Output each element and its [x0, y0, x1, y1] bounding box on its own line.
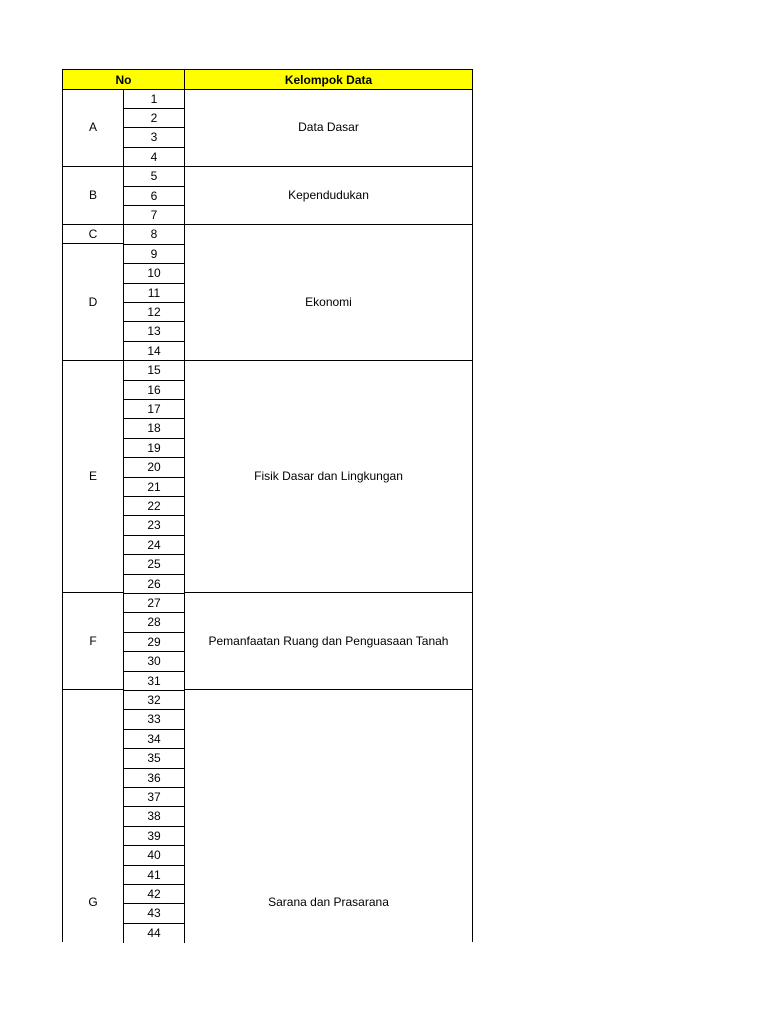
group-name: Pemanfaatan Ruang dan Penguasaan Tanah: [184, 593, 473, 690]
number-cell: 18: [123, 419, 185, 439]
number-cell: 30: [123, 652, 185, 672]
number-cell: 39: [123, 826, 185, 846]
number-cell: 8: [123, 225, 185, 245]
number-cell: 31: [123, 671, 185, 691]
number-cell: 11: [123, 283, 185, 303]
group-name: [184, 225, 473, 244]
number-cell: 38: [123, 807, 185, 827]
group-code: C: [62, 225, 124, 244]
number-cell: 3: [123, 128, 185, 148]
number-cell: 37: [123, 787, 185, 807]
number-cell: 28: [123, 613, 185, 633]
number-cell: 26: [123, 574, 185, 594]
number-cell: 7: [123, 205, 185, 225]
number-cell: 9: [123, 244, 185, 264]
number-cell: 25: [123, 555, 185, 575]
number-cell: 41: [123, 865, 185, 885]
number-cell: 23: [123, 516, 185, 536]
group-code: G: [62, 690, 124, 942]
number-cell: 24: [123, 535, 185, 555]
group-code: D: [62, 244, 124, 360]
group-code: F: [62, 593, 124, 690]
number-cell: 20: [123, 458, 185, 478]
group-name: Data Dasar: [184, 89, 473, 167]
group-name: Kependudukan: [184, 167, 473, 225]
group-name: Sarana dan Prasarana: [184, 690, 473, 942]
number-cell: 22: [123, 496, 185, 516]
group-code: B: [62, 167, 124, 225]
number-cell: 32: [123, 690, 185, 710]
number-cell: 43: [123, 904, 185, 924]
number-cell: 15: [123, 361, 185, 381]
number-cell: 33: [123, 710, 185, 730]
number-cell: 36: [123, 768, 185, 788]
number-cell: 35: [123, 749, 185, 769]
number-cell: 44: [123, 923, 185, 943]
number-cell: 19: [123, 438, 185, 458]
number-cell: 13: [123, 322, 185, 342]
number-cell: 17: [123, 399, 185, 419]
number-cell: 29: [123, 632, 185, 652]
header-no: No: [62, 69, 185, 90]
number-cell: 27: [123, 593, 185, 613]
number-cell: 1: [123, 89, 185, 109]
number-cell: 42: [123, 884, 185, 904]
number-cell: 5: [123, 167, 185, 187]
number-cell: 40: [123, 846, 185, 866]
group-code: A: [62, 89, 124, 167]
group-name: Ekonomi: [184, 244, 473, 360]
header-kelompok-data: Kelompok Data: [184, 69, 473, 90]
number-cell: 34: [123, 729, 185, 749]
group-code: E: [62, 361, 124, 594]
number-cell: 14: [123, 341, 185, 361]
number-cell: 21: [123, 477, 185, 497]
number-cell: 6: [123, 186, 185, 206]
number-cell: 12: [123, 302, 185, 322]
number-cell: 4: [123, 147, 185, 167]
group-name: Fisik Dasar dan Lingkungan: [184, 361, 473, 594]
number-cell: 16: [123, 380, 185, 400]
number-cell: 10: [123, 264, 185, 284]
number-cell: 2: [123, 108, 185, 128]
